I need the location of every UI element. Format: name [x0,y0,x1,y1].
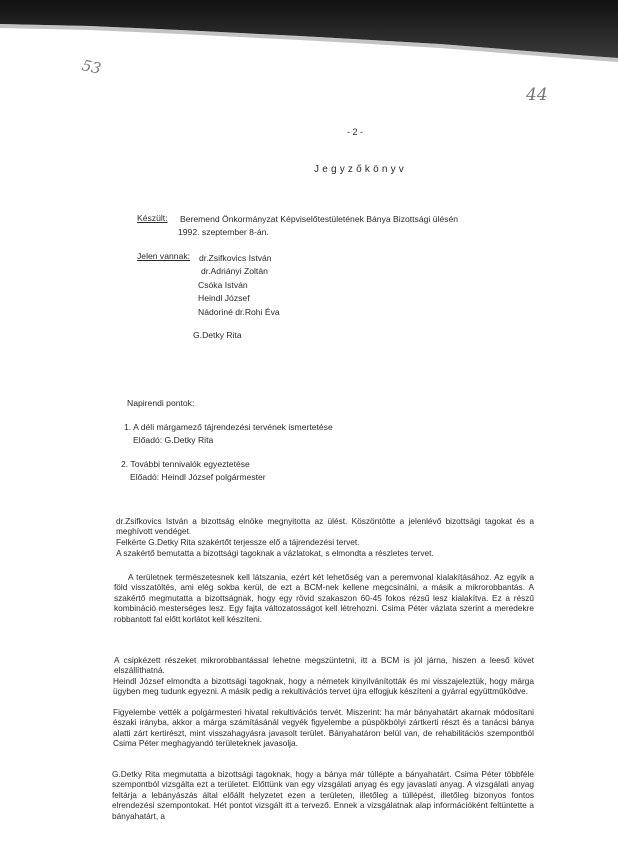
agenda-item-title: 2. További tennivalók egyeztetése [121,459,250,469]
body-paragraph: Figyelembe vették a polgármesteri hivatal rekultivációs tervét. Miszerint: ha már bányahatárt akarnak módosítani északi irányba, akkor a márga számításánál vegyék figyelembe a püspökbólyi zártkerti részt és a tanácsi bánya alatti zárt kertirészt, mint visszahagyásra javasolt terület. Bányahatáron belül van, de rehabilitációs szempontból Csima Péter meghagyandó területeknek javasolja. [113,707,534,749]
page-number: - 2 - [347,127,364,137]
body-paragraph: G.Detky Rita megmutatta a bizottsági tagoknak, hogy a bánya már túllépte a bányahatárt. Csima Péter többféle szempontból vizsgálta ezt a területet. Előttünk van egy vizsgálati anyag és egy javaslati anyag. A vizsgálati anyag feltárja a lebányászás által előállt helyzetet ezen a területen, illetőleg a túllépést, illetőleg bizonyos fontos elrendezési szempontokat. Hét pontot vizsgált itt a tervező. Ennek a vizsgálatnak alap információként feltüntette a bányahatárt, a [112,769,534,821]
guest: G.Detky Rita [193,330,242,340]
agenda-heading: Napirendi pontok: [127,398,195,408]
body-paragraph: Heindl József elmondta a bizottsági tagoknak, hogy a németek kinyilvánították és mi visszajeleztük, hogy márga ügyben meg tudunk egyezni. A másik pedig a rekultivációs tervet újra elfogjuk készíteni a gyárral együttműködve. [113,676,534,697]
attendee: dr.Adriányi Zoltán [201,266,268,276]
prepared-label: Készült: [137,213,168,223]
margin-note-right: 44 [526,85,548,105]
body-paragraph: Felkérte G.Detky Rita szakértőt terjessze elő a tájrendezési tervet. [116,537,360,547]
attendee: Heindl József [198,293,250,303]
agenda-item-speaker: Előadó: G.Detky Rita [133,435,214,445]
attendee: dr.Zsifkovics István [199,253,272,263]
prepared-text: Beremend Önkormányzat Képviselőtestületének Bánya Bizottsági ülésén [180,214,459,224]
body-paragraph: dr.Zsifkovics István a bizottság elnöke megnyitotta az ülést. Köszöntötte a jelenlévő bizottsági tagokat és a meghívott vendéget. [116,516,534,537]
attendee: Nádoriné dr.Rohi Éva [198,307,280,317]
margin-note-left: 53 [80,56,103,78]
agenda-item-title: 1. A déli márgamező tájrendezési tervének ismertetése [124,422,333,432]
meeting-date: 1992. szeptember 8-án. [178,227,269,237]
present-label: Jelen vannak: [137,251,191,261]
body-paragraph: A szakértő bemutatta a bizottsági tagoknak a vázlatokat, s elmondta a részletes tervet. [116,548,434,558]
body-paragraph: A csipkézett részeket mikrorobbantással lehetne megszüntetni, itt a BCM is jól járna, hiszen a leeső követ elszállíthatná. [114,655,534,676]
agenda-item-speaker: Előadó: Heindl József polgármester [130,472,266,482]
document-title: Jegyzőkönyv [314,164,408,175]
attendee: Csóka István [198,280,248,290]
body-paragraph: A területnek természetesnek kell látszania, ezért két lehetőség van a peremvonal kialakításához. Az egyik a föld visszatöltés, ami elég sokba kerül, de ezt a BCM-nek kellene megcsinálni, a másik a mikrorobbantás. A szakértő megmutatta a bizottságnak, hogy egy rövid szakaszon 60-45 fokos rézsű lesz kialakítva. Ez a részű kombináció mesterséges lesz. Egy fajta változatosságot kell létrehozni. Csima Péter vázlata szerint a meredekre robbantott fal előtt korlátot kell készíteni. [114,572,534,624]
